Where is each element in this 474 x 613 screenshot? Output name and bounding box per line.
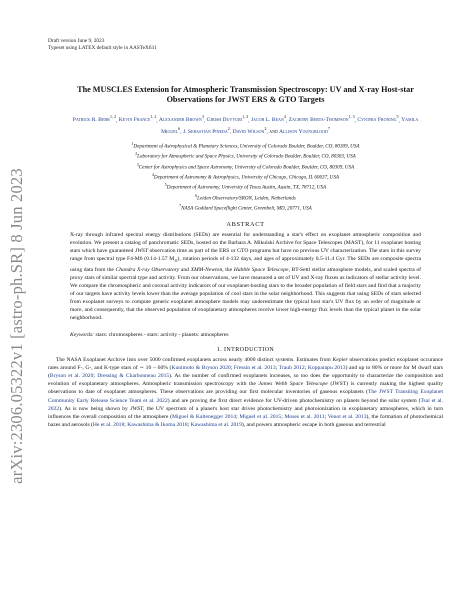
draft-version-line: Draft version June 9, 2023 bbox=[48, 38, 105, 44]
citation-link[interactable]: Kawashima et al. 2019 bbox=[190, 422, 242, 429]
paper-page bbox=[48, 38, 443, 429]
affiliation: $^6$Leiden Observatory/SRON, Leiden, Netherlands bbox=[195, 193, 296, 202]
author[interactable]: Patrick R. Behr$^{1, 2}$ bbox=[72, 114, 116, 124]
affiliation: $^5$Department of Astronomy, University of Texas Austin, Austin, TX, 78712, USA bbox=[164, 183, 327, 191]
arxiv-id: arXiv:2306.05322v1 [astro-ph.SR] 8 Jun 2023 bbox=[7, 168, 27, 484]
citation-link[interactable]: Dressing & Charbonneau 2015 bbox=[97, 372, 170, 379]
citation-link[interactable]: Traub 2012 bbox=[278, 364, 305, 371]
citation-link[interactable]: Miguel et al. 2015 bbox=[239, 413, 282, 420]
author[interactable]: J. Sebastian Pineda$^2$ bbox=[182, 125, 230, 135]
author[interactable]: Yamila Miguel$^6$ bbox=[161, 117, 419, 135]
citation-link[interactable]: Kawashima & Ikoma 2018 bbox=[127, 422, 188, 429]
citation-link[interactable]: He et al. 2018 bbox=[92, 422, 125, 429]
citation-link[interactable]: Miguel & Kaltenegger 2014 bbox=[171, 413, 237, 420]
citation-link[interactable]: Venot et al. 2013 bbox=[327, 413, 367, 420]
author[interactable]: Cynthia Froning$^5$ bbox=[357, 114, 399, 124]
citation-link[interactable]: The JWST Transiting Exoplanet Community Early Release Science Team et al. 2022 bbox=[48, 389, 443, 404]
paper-title: The MUSCLES Extension for Atmospheric Transmission Spectroscopy: UV and X-ray Host-star Observations for JWST ERS & GTO Targets bbox=[77, 85, 414, 105]
citation-link[interactable]: Fressin et al. 2013 bbox=[233, 364, 276, 371]
author-list: Patrick R. Behr$^{1, 2}$, Kevin France$^{1, 2}$, Alexander Brown$^3$, Girish Duvvuri$^{1, 3}$, Jacob L. Bean$^4$, Zachory Berta-Thompson$^{1, 3}$, Cynthia Froning$^5$, Yamila Miguel$^6$, J. Sebastian Pineda$^2$, David Wilson$^2$, and Allison Youngblood$^7$ bbox=[72, 114, 419, 135]
author[interactable]: Allison Youngblood$^7$ bbox=[279, 125, 330, 135]
arxiv-sidebar-stamp bbox=[4, 168, 30, 484]
keywords bbox=[70, 331, 421, 339]
affiliation: $^1$Department of Astrophysical & Planetary Sciences, University of Colorado Boulder, Boulder, CO, 80309, USA bbox=[131, 141, 360, 150]
authors-and: and bbox=[269, 128, 278, 135]
author[interactable]: Kevin France$^{1, 2}$ bbox=[118, 114, 157, 124]
citation-link[interactable]: Kopparapu 2013 bbox=[307, 364, 346, 371]
section-heading-introduction: 1. INTRODUCTION bbox=[216, 346, 275, 353]
introduction-paragraph: The NASA Exoplanet Archive lists over 5000 confirmed exoplanets across nearly 4000 distinct systems. Estimates from Kepler observations predict exoplanet occurance rates around F-, G-, and K-type stars of ∼ 10 − 60% (Kunimoto & Bryson 2020; Fressin et al. 2013; Traub 2012; Kopparapu 2013) and up to 80% or more for M dwarf stars (Bryson et al. 2020; Dressing & Charbonneau 2015). As the number of confirmed exoplanets increases, so too does the opportunity to characterize the composition and evolution of exoplanetary atmospheres. Atmospheric transmission spectroscopy with the James Webb Space Telescope (JWST) is currently making the highest quality observations to date of exoplanet atmospheres. These observations are providing our first molecular inventories of gaseous exoplanets (The JWST Transiting Exoplanet Community Early Release Science Team et al. 2022) and are proving the first direct evidence for UV-driven photochemistry on planets beyond the solar system (Tsai et al. 2022). As is now being shown by JWST, the UV spectrum of a planet's host star drives photochemistry and photoionization in exoplanetary atmospheres, which in turn influences the overall composition of the atmosphere (Miguel & Kaltenegger 2014; Miguel et al. 2015; Moses et al. 2011; Venot et al. 2013), the formation of photochemical hazes and aerosols (He et al. 2018; Kawashima & Ikoma 2018; Kawashima et al. 2019), and powers atmospheric escape in both gaseous and terrestrial bbox=[48, 356, 444, 429]
affiliation: $^4$Department of Astronomy & Astrophysics, University of Chicago, Chicago, IL 60637, USA bbox=[151, 172, 340, 181]
citation-link[interactable]: Bryson et al. 2020 bbox=[49, 372, 94, 379]
author[interactable]: Zachory Berta-Thompson$^{1, 3}$ bbox=[288, 114, 355, 124]
author[interactable]: Alexander Brown$^3$ bbox=[158, 114, 204, 124]
abstract-heading: ABSTRACT bbox=[226, 221, 265, 229]
abstract-body: X-ray through infrared spectral energy distributions (SEDs) are essential for understanding a star's effect on exoplanet atmospheric composition and evolution. We present a catalog of panchromatic SEDs, hosted on the Barbara A. Mikulski Archive for Space Telescopes (MAST), for 11 exoplanet hosting stars which have guaranteed JWST observation time as part of the ERS or GTO programs but have no previous UV characterization. The stars in this survey range from spectral type F4-M6 (0.14-1.57 $M_⊙$), rotation periods of 4-132 days, and ages of approximately 0.5-11.4 Gyr. The SEDs are composite spectra using data from the Chandra X-ray Observatory and XMM-Newton, the Hubble Space Telescope, BT-Settl stellar atmosphere models, and scaled spectra of proxy stars of similar spectral type and activity. From our observations, we have measured a set of UV and X-ray fluxes as indicators of stellar activity level. We compare the chromospheric and coronal activity indicators of our exoplanet-hosting stars to the broader population of field stars and find that a majority of our targets have activity levels lower than the average population of cool stars in the solar neighborhood. This suggests that using SEDs of stars selected from exoplanet surveys to compute generic exoplanet atmosphere models may underestimate the typical host star's UV flux by an order of magnitude or more, and consequently, that the observed population of exoplanetary atmospheres receive lower high-energy flux levels than the typical planet in the solar neighborhood. bbox=[70, 232, 422, 321]
author[interactable]: Jacob L. Bean$^4$ bbox=[250, 114, 286, 124]
keywords-text: stars: chromospheres - stars: activity - planets: atmospheres bbox=[95, 331, 229, 338]
citation-link[interactable]: Tsai et al. 2022 bbox=[48, 397, 444, 412]
citation-link[interactable]: Moses et al. 2011 bbox=[284, 413, 325, 420]
affiliation: $^3$Center for Astrophysics and Space Astronomy, University of Colorado Boulder, Boulder, CO, 80309, USA bbox=[136, 162, 355, 171]
affiliation: $^7$NASA Goddard Spaceflight Center, Greenbelt, MD, 20771, USA bbox=[179, 204, 312, 212]
citation-link[interactable]: Kunimoto & Bryson 2020 bbox=[171, 364, 231, 371]
author[interactable]: Girish Duvvuri$^{1, 3}$ bbox=[206, 114, 249, 124]
affiliation-list bbox=[48, 141, 443, 214]
author[interactable]: David Wilson$^2$ bbox=[232, 125, 267, 135]
preprint-header bbox=[48, 38, 443, 52]
typeset-line: Typeset using LATEX default style in AASTeX631 bbox=[48, 45, 157, 51]
affiliation: $^2$Laboratory for Atmospheric and Space Physics, University of Colorado Boulder, Boulder, CO, 80303, USA bbox=[135, 152, 356, 160]
keywords-label: Keywords: bbox=[70, 331, 95, 338]
